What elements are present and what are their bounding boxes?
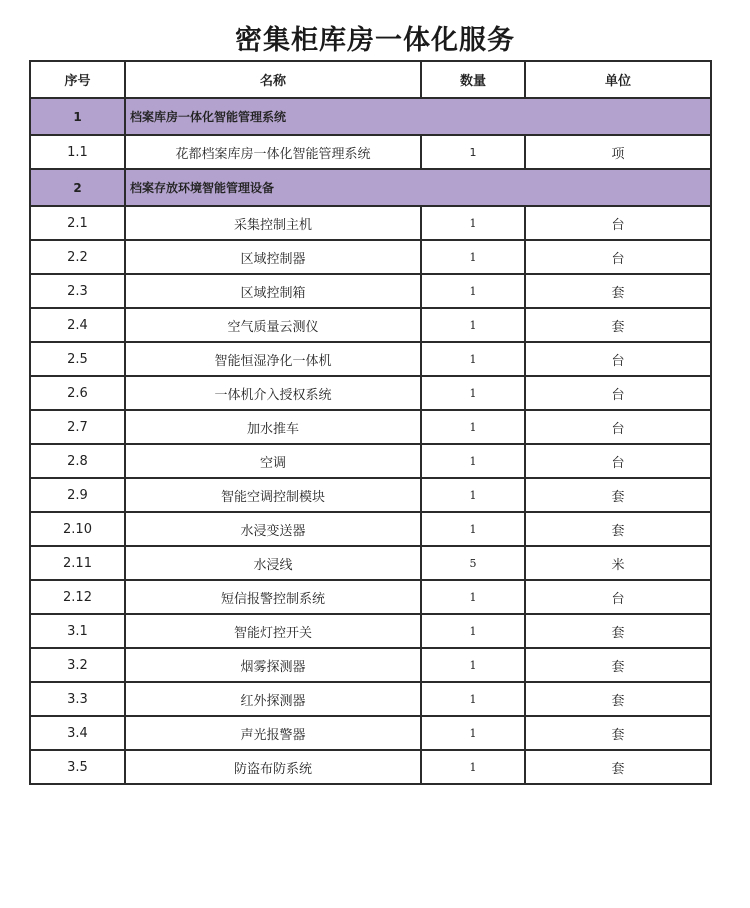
row-name: 烟雾探测器 bbox=[125, 648, 421, 682]
row-name: 水浸变送器 bbox=[125, 512, 421, 546]
row-name: 红外探测器 bbox=[125, 682, 421, 716]
row-name: 花都档案库房一体化智能管理系统 bbox=[125, 135, 421, 169]
table-row bbox=[30, 614, 711, 648]
table-row bbox=[30, 444, 711, 478]
table-row bbox=[30, 410, 711, 444]
section-row bbox=[30, 169, 711, 206]
section-number: 1 bbox=[30, 98, 125, 135]
row-quantity: 1 bbox=[421, 206, 525, 240]
table-body bbox=[30, 98, 711, 784]
row-quantity: 1 bbox=[421, 376, 525, 410]
row-quantity: 1 bbox=[421, 410, 525, 444]
row-number: 2.7 bbox=[30, 410, 125, 444]
row-number: 3.2 bbox=[30, 648, 125, 682]
row-name: 防盗布防系统 bbox=[125, 750, 421, 784]
row-name: 智能空调控制模块 bbox=[125, 478, 421, 512]
header-name: 名称 bbox=[125, 61, 421, 98]
row-unit: 套 bbox=[525, 750, 711, 784]
row-number: 2.11 bbox=[30, 546, 125, 580]
row-quantity: 1 bbox=[421, 512, 525, 546]
section-number: 2 bbox=[30, 169, 125, 206]
row-number: 3.5 bbox=[30, 750, 125, 784]
row-quantity: 1 bbox=[421, 274, 525, 308]
row-number: 2.2 bbox=[30, 240, 125, 274]
section-row bbox=[30, 98, 711, 135]
row-unit: 套 bbox=[525, 308, 711, 342]
table-row bbox=[30, 478, 711, 512]
row-number: 2.10 bbox=[30, 512, 125, 546]
row-number: 2.12 bbox=[30, 580, 125, 614]
row-quantity: 1 bbox=[421, 135, 525, 169]
row-number: 2.5 bbox=[30, 342, 125, 376]
row-name: 区域控制器 bbox=[125, 240, 421, 274]
row-unit: 套 bbox=[525, 614, 711, 648]
row-name: 采集控制主机 bbox=[125, 206, 421, 240]
row-quantity: 1 bbox=[421, 240, 525, 274]
table-row bbox=[30, 308, 711, 342]
table-row bbox=[30, 716, 711, 750]
row-unit: 台 bbox=[525, 376, 711, 410]
row-quantity: 5 bbox=[421, 546, 525, 580]
row-unit: 台 bbox=[525, 410, 711, 444]
table-row bbox=[30, 512, 711, 546]
row-number: 2.6 bbox=[30, 376, 125, 410]
row-quantity: 1 bbox=[421, 648, 525, 682]
row-unit: 台 bbox=[525, 444, 711, 478]
row-number: 3.1 bbox=[30, 614, 125, 648]
row-name: 加水推车 bbox=[125, 410, 421, 444]
section-title: 档案库房一体化智能管理系统 bbox=[125, 98, 711, 135]
row-number: 3.4 bbox=[30, 716, 125, 750]
table-row bbox=[30, 682, 711, 716]
table-row bbox=[30, 750, 711, 784]
table-header-row bbox=[30, 61, 711, 98]
row-name: 区域控制箱 bbox=[125, 274, 421, 308]
row-unit: 套 bbox=[525, 478, 711, 512]
table-row bbox=[30, 580, 711, 614]
row-name: 空调 bbox=[125, 444, 421, 478]
table-row bbox=[30, 546, 711, 580]
row-unit: 项 bbox=[525, 135, 711, 169]
row-name: 一体机介入授权系统 bbox=[125, 376, 421, 410]
row-unit: 台 bbox=[525, 206, 711, 240]
page-title: 密集柜库房一体化服务 bbox=[235, 25, 515, 56]
row-quantity: 1 bbox=[421, 308, 525, 342]
row-number: 3.3 bbox=[30, 682, 125, 716]
row-quantity: 1 bbox=[421, 580, 525, 614]
row-unit: 套 bbox=[525, 682, 711, 716]
header-qty: 数量 bbox=[421, 61, 525, 98]
row-name: 短信报警控制系统 bbox=[125, 580, 421, 614]
table-row bbox=[30, 648, 711, 682]
row-quantity: 1 bbox=[421, 716, 525, 750]
row-name: 空气质量云测仪 bbox=[125, 308, 421, 342]
row-quantity: 1 bbox=[421, 614, 525, 648]
row-quantity: 1 bbox=[421, 444, 525, 478]
row-name: 智能灯控开关 bbox=[125, 614, 421, 648]
row-quantity: 1 bbox=[421, 478, 525, 512]
row-quantity: 1 bbox=[421, 750, 525, 784]
row-unit: 套 bbox=[525, 274, 711, 308]
table-row bbox=[30, 274, 711, 308]
row-unit: 台 bbox=[525, 240, 711, 274]
row-number: 1.1 bbox=[30, 135, 125, 169]
header-no: 序号 bbox=[30, 61, 125, 98]
row-unit: 米 bbox=[525, 546, 711, 580]
section-title: 档案存放环境智能管理设备 bbox=[125, 169, 711, 206]
row-quantity: 1 bbox=[421, 682, 525, 716]
table-row bbox=[30, 240, 711, 274]
row-unit: 台 bbox=[525, 580, 711, 614]
row-name: 声光报警器 bbox=[125, 716, 421, 750]
row-number: 2.8 bbox=[30, 444, 125, 478]
row-number: 2.9 bbox=[30, 478, 125, 512]
table-row bbox=[30, 342, 711, 376]
row-number: 2.1 bbox=[30, 206, 125, 240]
row-unit: 台 bbox=[525, 342, 711, 376]
row-unit: 套 bbox=[525, 512, 711, 546]
row-number: 2.3 bbox=[30, 274, 125, 308]
row-unit: 套 bbox=[525, 648, 711, 682]
table-row bbox=[30, 376, 711, 410]
table-row bbox=[30, 135, 711, 169]
row-number: 2.4 bbox=[30, 308, 125, 342]
row-quantity: 1 bbox=[421, 342, 525, 376]
table-row bbox=[30, 206, 711, 240]
row-name: 水浸线 bbox=[125, 546, 421, 580]
row-name: 智能恒湿净化一体机 bbox=[125, 342, 421, 376]
equipment-table bbox=[29, 60, 712, 785]
row-unit: 套 bbox=[525, 716, 711, 750]
header-unit: 单位 bbox=[525, 61, 711, 98]
